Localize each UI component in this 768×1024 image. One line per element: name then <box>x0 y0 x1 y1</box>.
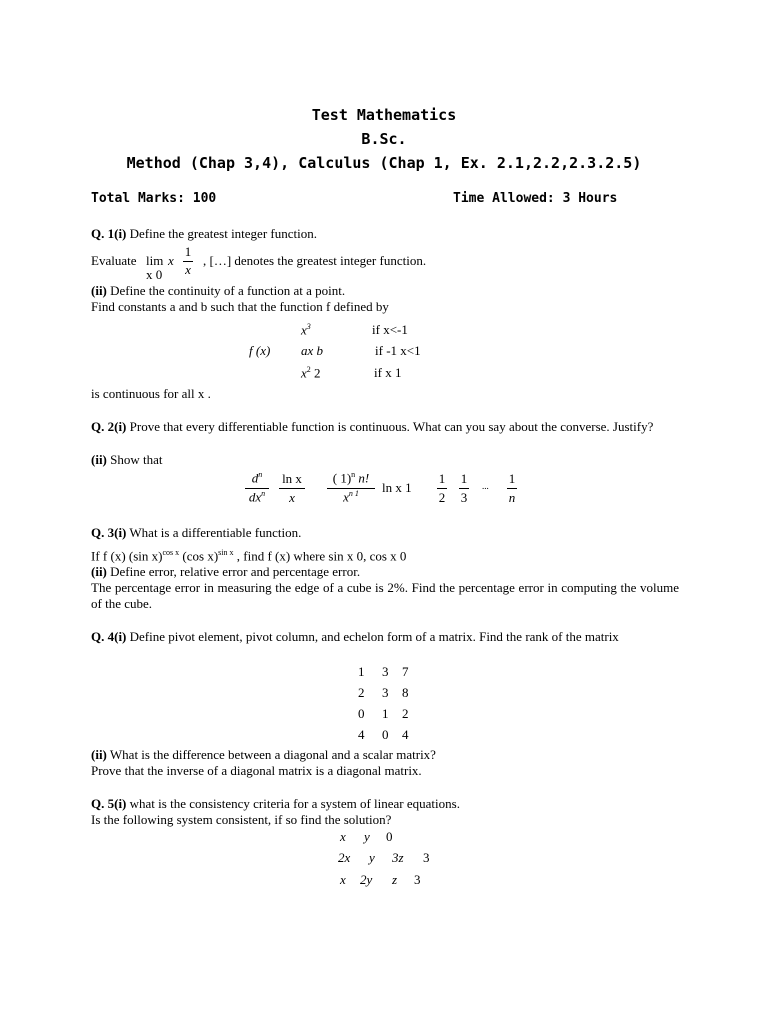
q5-line1 <box>91 796 460 812</box>
eq-term: 2y <box>360 872 373 887</box>
q2-c-num <box>325 470 377 486</box>
q2-dx: dx <box>248 489 262 505</box>
eq-rhs: 3 <box>414 872 421 887</box>
q2-f3-den: n <box>508 490 516 505</box>
eq-term: x <box>340 872 346 887</box>
q1-piece3-cond: if x 1 <box>374 365 402 380</box>
q1-piece2-cond: if -1 x<1 <box>375 343 421 358</box>
q3-sup-cos: cos x <box>162 548 180 557</box>
q1-piece3-expr <box>301 365 321 381</box>
q1-piece1-cond: if x<-1 <box>372 322 408 337</box>
q2-dots: ... <box>482 481 489 491</box>
matrix-cell: 0 <box>382 727 389 742</box>
q3-if-line <box>91 545 406 564</box>
eq-rhs: 0 <box>386 829 393 844</box>
q1-continuous: is continuous for all x . <box>91 386 211 401</box>
q1-lim: lim <box>146 253 164 268</box>
q4-ii-line <box>91 747 436 763</box>
q1-piece1-expr <box>301 322 311 338</box>
q3-para: The percentage error in measuring the edge of a cube is 2%. Find the percentage error in computing the volume of the cube. <box>91 580 679 611</box>
q1-ii-text: Define the continuity of a function at a point. <box>106 283 346 298</box>
q2-f2-den: 3 <box>460 490 468 505</box>
q4-prove: Prove that the inverse of a diagonal matrix is a diagonal matrix. <box>91 763 422 778</box>
eq-term: y <box>364 829 370 844</box>
q4-label: Q. 4(i) <box>91 629 127 644</box>
q1-p3-const: 2 <box>310 365 321 381</box>
q2-text: Prove that every differentiable function is continuous. What can you say about the converse. Justify? <box>126 419 654 434</box>
q5-label: Q. 5(i) <box>91 796 127 811</box>
q1-lim-sub: x 0 <box>146 267 163 282</box>
q2-dx-sup: n <box>261 489 266 498</box>
matrix-cell: 2 <box>358 685 365 700</box>
q2-c-fact: n! <box>355 470 370 486</box>
matrix-cell: 3 <box>382 685 389 700</box>
matrix-cell: 4 <box>358 727 365 742</box>
q1-ii-line <box>91 283 345 299</box>
q2-para <box>91 419 679 435</box>
q5-text: what is the consistency criteria for a system of linear equations. <box>126 796 460 811</box>
q2-c-base: ( 1) <box>332 470 352 486</box>
q1-p3-base: x <box>301 365 307 381</box>
q4-text: Define pivot element, pivot column, and echelon form of a matrix. Find the rank of the matrix <box>126 629 619 644</box>
matrix-cell: 3 <box>382 664 389 679</box>
degree-label: B.Sc. <box>361 130 407 148</box>
q1-label: Q. 1(i) <box>91 226 127 241</box>
matrix-cell: 7 <box>402 664 409 679</box>
q2-d-num <box>244 470 270 486</box>
q3-text: What is a differentiable function. <box>126 525 302 540</box>
q2-f1-num: 1 <box>438 471 446 486</box>
q2-ii-text: Show that <box>106 452 163 467</box>
q2-f2-bar <box>459 488 469 489</box>
q2-f3-num: 1 <box>508 471 516 486</box>
q1-ii-label: (ii) <box>91 283 107 298</box>
q2-ii-line <box>91 452 163 468</box>
q1-evaluate: Evaluate <box>91 253 137 268</box>
q2-c-sup: n <box>351 470 356 479</box>
q3-ii-text: Define error, relative error and percentage error. <box>106 564 361 579</box>
q3-if: If f (x) (sin x) <box>91 548 163 564</box>
q3-sup-sin: sin x <box>218 548 234 557</box>
q1-line1 <box>91 226 317 242</box>
q1-p1-sup: 3 <box>306 322 311 331</box>
q1-fx: f (x) <box>249 343 271 358</box>
q2-c-x-sup: n 1 <box>348 489 359 498</box>
matrix-cell: 1 <box>358 664 365 679</box>
q3-label: Q. 3(i) <box>91 525 127 540</box>
q4-ii-label: (ii) <box>91 747 107 762</box>
q1-find-line: Find constants a and b such that the function f defined by <box>91 299 389 314</box>
q1-after-lim: , […] denotes the greatest integer function. <box>203 253 427 268</box>
matrix-cell: 8 <box>402 685 409 700</box>
q1-frac-den: x <box>185 262 191 277</box>
q2-label: Q. 2(i) <box>91 419 127 434</box>
eq-term: 3z <box>392 850 404 865</box>
matrix-cell: 2 <box>402 706 409 721</box>
q2-ii-label: (ii) <box>91 452 107 467</box>
q3-ii-label: (ii) <box>91 564 107 579</box>
q2-f1-bar <box>437 488 447 489</box>
q2-d-den <box>243 489 271 505</box>
matrix-cell: 0 <box>358 706 365 721</box>
eq-term: z <box>392 872 398 887</box>
q2-d-sup: n <box>258 470 263 479</box>
q3-mid: (cos x) <box>179 548 219 564</box>
q2-c-den <box>325 489 377 505</box>
eq-rhs: 3 <box>423 850 430 865</box>
q1-piece2-expr: ax b <box>301 343 324 358</box>
q2-f1-den: 2 <box>438 490 446 505</box>
q1-text: Define the greatest integer function. <box>126 226 317 241</box>
q5-line2: Is the following system consistent, if so find the solution? <box>91 812 392 827</box>
q2-f3-bar <box>507 488 517 489</box>
q1-p3-sup: 2 <box>306 365 311 374</box>
syllabus-line: Method (Chap 3,4), Calculus (Chap 1, Ex. 2.1,2.2,2.3.2.5) <box>126 154 642 172</box>
matrix-cell: 4 <box>402 727 409 742</box>
eq-term: 2x <box>338 850 351 865</box>
q3-tail: , find f (x) where sin x 0, cos x 0 <box>233 548 407 564</box>
matrix-cell: 1 <box>382 706 389 721</box>
q3-line1 <box>91 525 301 541</box>
q1-x: x <box>168 253 174 268</box>
q2-ln-num: ln x <box>282 471 302 486</box>
q1-frac-num: 1 <box>184 244 192 259</box>
q2-f2-num: 1 <box>460 471 468 486</box>
q2-c-x: x <box>343 489 349 505</box>
eq-term: y <box>369 850 375 865</box>
time-allowed: Time Allowed: 3 Hours <box>453 191 618 206</box>
total-marks: Total Marks: 100 <box>91 191 217 206</box>
q2-lnx1: ln x 1 <box>382 480 412 495</box>
q4-para <box>91 629 679 645</box>
q3-ii-line <box>91 564 360 580</box>
q2-ln-den: x <box>289 490 295 505</box>
eq-term: x <box>340 829 346 844</box>
q1-p1-base: x <box>301 322 307 338</box>
page-title: Test Mathematics <box>311 106 457 124</box>
q2-d: d <box>251 470 259 486</box>
q4-ii-text: What is the difference between a diagonal and a scalar matrix? <box>106 747 436 762</box>
q2-ln-bar <box>279 488 305 489</box>
